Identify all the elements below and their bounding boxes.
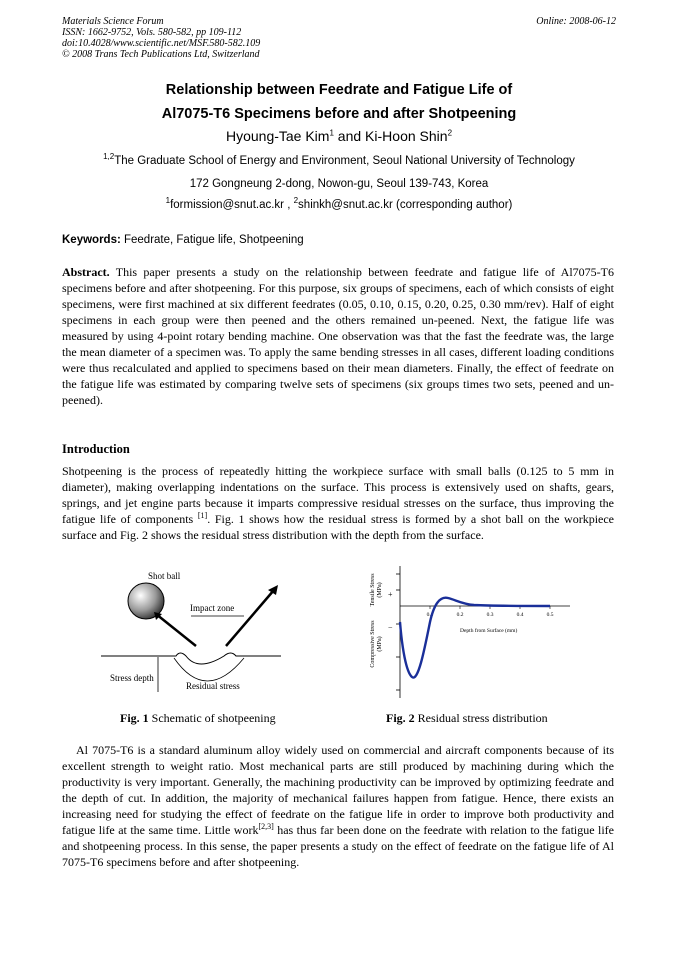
journal-name: Materials Science Forum: [62, 16, 164, 27]
title-line-2: Al7075-T6 Specimens before and after Shotpeening: [161, 106, 517, 122]
residual-stress-label: Residual stress: [186, 681, 240, 691]
abstract: [62, 264, 614, 408]
email-line: [0, 196, 678, 211]
email-sup-2: 2: [293, 196, 299, 206]
intro-paragraph-1: [62, 463, 614, 543]
authors: [0, 128, 678, 144]
x-tick-label: 0.2: [456, 612, 464, 618]
intro-p2b: has thus far been done on the feedrate with relation to the fatigue life and shotpeening process. In this sense, the paper presents a study on the effect of feedrate on the fatigue life of Al 7075-T6 specimens before and after shotpeening.: [62, 823, 615, 869]
intro-p1a: Shotpeening is the process of repeatedly hitting the workpiece surface with small balls (0.125 to 5 mm in diameter), making overlapping indentations on the surface. This process is extensively used on shafts, gears, springs, and jet engine parts because it imparts compressive residual stresses on the surface, thus improving the fatigue life of components: [62, 464, 614, 526]
tensile-unit: (MPa): [377, 582, 383, 598]
fig1-cap-label: Fig. 1: [120, 711, 149, 725]
copyright: © 2008 Trans Tech Publications Ltd, Switzerland: [62, 49, 260, 60]
compressive-unit: (MPa): [377, 636, 383, 652]
intro-paragraph-2: [62, 742, 614, 870]
affiliation-sup: 1,2: [103, 152, 115, 162]
x-tick-label: 0.5: [546, 612, 554, 618]
affiliation-line-2: 172 Gongneung 2-dong, Nowon-gu, Seoul 139-743, Korea: [189, 178, 489, 190]
figure-1-schematic: [96, 564, 286, 704]
tensile-label: Tensile Stress: [370, 573, 376, 607]
impact-zone-label: Impact zone: [190, 603, 235, 613]
author-2: and Ki-Hoon Shin: [333, 128, 448, 144]
intro-p2a: Al 7075-T6 is a standard aluminum alloy widely used on commercial and aircraft components because of its excellent strength to weight ratio. Most mechanical parts are still produced by machining during which the productivity is very important. Generally, the machining productivity can be improved by optimizing feedrate and the depth of cut. In addition, the majority of mechanical failures happen from fatigue. Hence, there exists an increasing need for studying the effect of feedrate on the fatigue life in order to improve both productivity and fatigue life at the same time. Little work: [62, 743, 614, 837]
x-tick-label: 0.4: [516, 612, 524, 618]
author-1: Hyoung-Tae Kim: [225, 128, 330, 144]
intro-p1b: . Fig. 1 shows how the residual stress is formed by a shot ball on the workpiece surface and Fig. 2 shows the residual stress distribution with the depth from the surface.: [62, 512, 615, 542]
journal-header: [62, 16, 260, 60]
author-2-sup: 2: [447, 128, 453, 138]
stress-depth-label: Stress depth: [110, 673, 154, 683]
shot-ball-label: Shot ball: [148, 571, 181, 581]
keywords-label: Keywords:: [62, 234, 121, 246]
minus-sign: −: [388, 623, 393, 632]
abstract-text: This paper presents a study on the relationship between feedrate and fatigue life of Al7075-T6 specimens before and after shotpeening. For this purpose, six groups of specimens, each of which consists of eight specimens, were first machined at six different feedrates (0.05, 0.10, 0.15, 0.20, 0.25, 0.30 mm/rev). Half of eight specimens in each group were then peened and the others remained un-peened. Next, the fatigue life was measured by using 4-point rotary bending machine. One observation was that the fast the feedrate was, the large the mean diameter of a specimen was. To apply the same bending stresses in all cases, different loading conditions were thus recalculated and applied to specimens based on their mean diameters. Finally, the effect of feedrate on the fatigue life was estimated by comparing twelve sets of specimens (six groups times two sets, peened and un-peened).: [62, 265, 614, 407]
online-date: Online: 2008-06-12: [536, 16, 616, 27]
issn: ISSN: 1662-9752, Vols. 580-582, pp 109-112: [62, 27, 242, 38]
x-tick-label: 0.3: [486, 612, 494, 618]
figure-1-caption: [120, 711, 276, 726]
residual-stress-zone: [174, 658, 244, 681]
email-1: formission@snut.ac.kr ,: [170, 199, 294, 211]
email-sup-1: 1: [165, 196, 171, 206]
rebound-arrow: [226, 590, 274, 646]
abstract-label: Abstract.: [62, 265, 110, 279]
x-ticks: [427, 606, 554, 618]
author-1-sup: 1: [329, 128, 334, 138]
x-axis-label: Depth from Surface (mm): [460, 628, 518, 634]
affiliation-line-1: [0, 152, 678, 167]
ref-1: [1]: [197, 511, 208, 520]
keywords-text: Feedrate, Fatigue life, Shotpeening: [120, 234, 304, 246]
plus-sign: +: [388, 590, 393, 599]
incoming-arrow: [156, 614, 196, 646]
intro-heading: Introduction: [62, 442, 130, 456]
title-line-1: Relationship between Feedrate and Fatigue Life of: [165, 82, 513, 98]
compressive-label: Compressive Stress: [370, 620, 376, 668]
email-2: shinkh@snut.ac.kr (corresponding author): [298, 199, 513, 211]
figure-2-caption: [386, 711, 548, 726]
doi: doi:10.4028/www.scientific.net/MSF.580-582.109: [62, 38, 261, 49]
figure-2-plot: [364, 562, 576, 702]
workpiece-surface: [101, 653, 281, 664]
fig2-cap-text: Residual stress distribution: [414, 711, 548, 725]
ref-2: [2,3]: [258, 822, 274, 831]
residual-stress-curve: [400, 598, 550, 678]
fig1-cap-text: Schematic of shotpeening: [148, 711, 276, 725]
keywords: [62, 234, 304, 246]
fig2-cap-label: Fig. 2: [386, 711, 415, 725]
affiliation-text: The Graduate School of Energy and Environment, Seoul National University of Technology: [114, 155, 575, 167]
x-tick-label: 0.1: [426, 612, 434, 618]
